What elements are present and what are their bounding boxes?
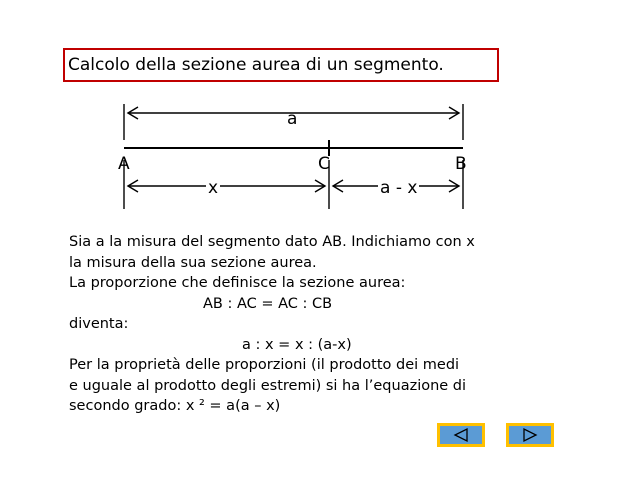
point-b-label: B [455, 154, 467, 174]
arrow-a-head-left [128, 107, 138, 119]
equation-line: secondo grado: x ² = a(a – x) [69, 398, 281, 414]
arrow-ax-head-right [449, 180, 459, 192]
proportion-line: a : x = x : (a-x) [242, 336, 352, 353]
text-line: La proporzione che definisce la sezione aurea: [69, 275, 406, 291]
proportion-line: AB : AC = AC : CB [203, 295, 333, 312]
triangle-left-icon [440, 426, 482, 444]
text-line: la misura della sua sezione aurea. [69, 254, 317, 271]
arrow-ax-head-left [333, 180, 343, 192]
arrow-x-head-right [315, 180, 325, 192]
triangle-right-icon [509, 426, 551, 444]
arrow-a-head-right [449, 107, 459, 119]
point-c-label: C [318, 154, 330, 174]
point-a-label: A [118, 154, 130, 174]
text-line: diventa: [69, 316, 129, 332]
arrow-x-head-left [128, 180, 138, 192]
text-line: e uguale al prodotto degli estremi) si ha l’equazione di [69, 377, 467, 394]
previous-button[interactable] [437, 423, 485, 447]
next-button[interactable] [506, 423, 554, 447]
body-text [69, 232, 539, 417]
text-line: Sia a la misura del segmento dato AB. Indichiamo con x [69, 234, 475, 250]
label-a-minus-x: a - x [380, 178, 418, 198]
text-line: Per la proprietà delle proporzioni (il prodotto dei medi [69, 357, 460, 373]
label-x: x [208, 178, 219, 198]
label-a: a [287, 109, 298, 129]
page-title: Calcolo della sezione aurea di un segmento. [63, 48, 499, 82]
